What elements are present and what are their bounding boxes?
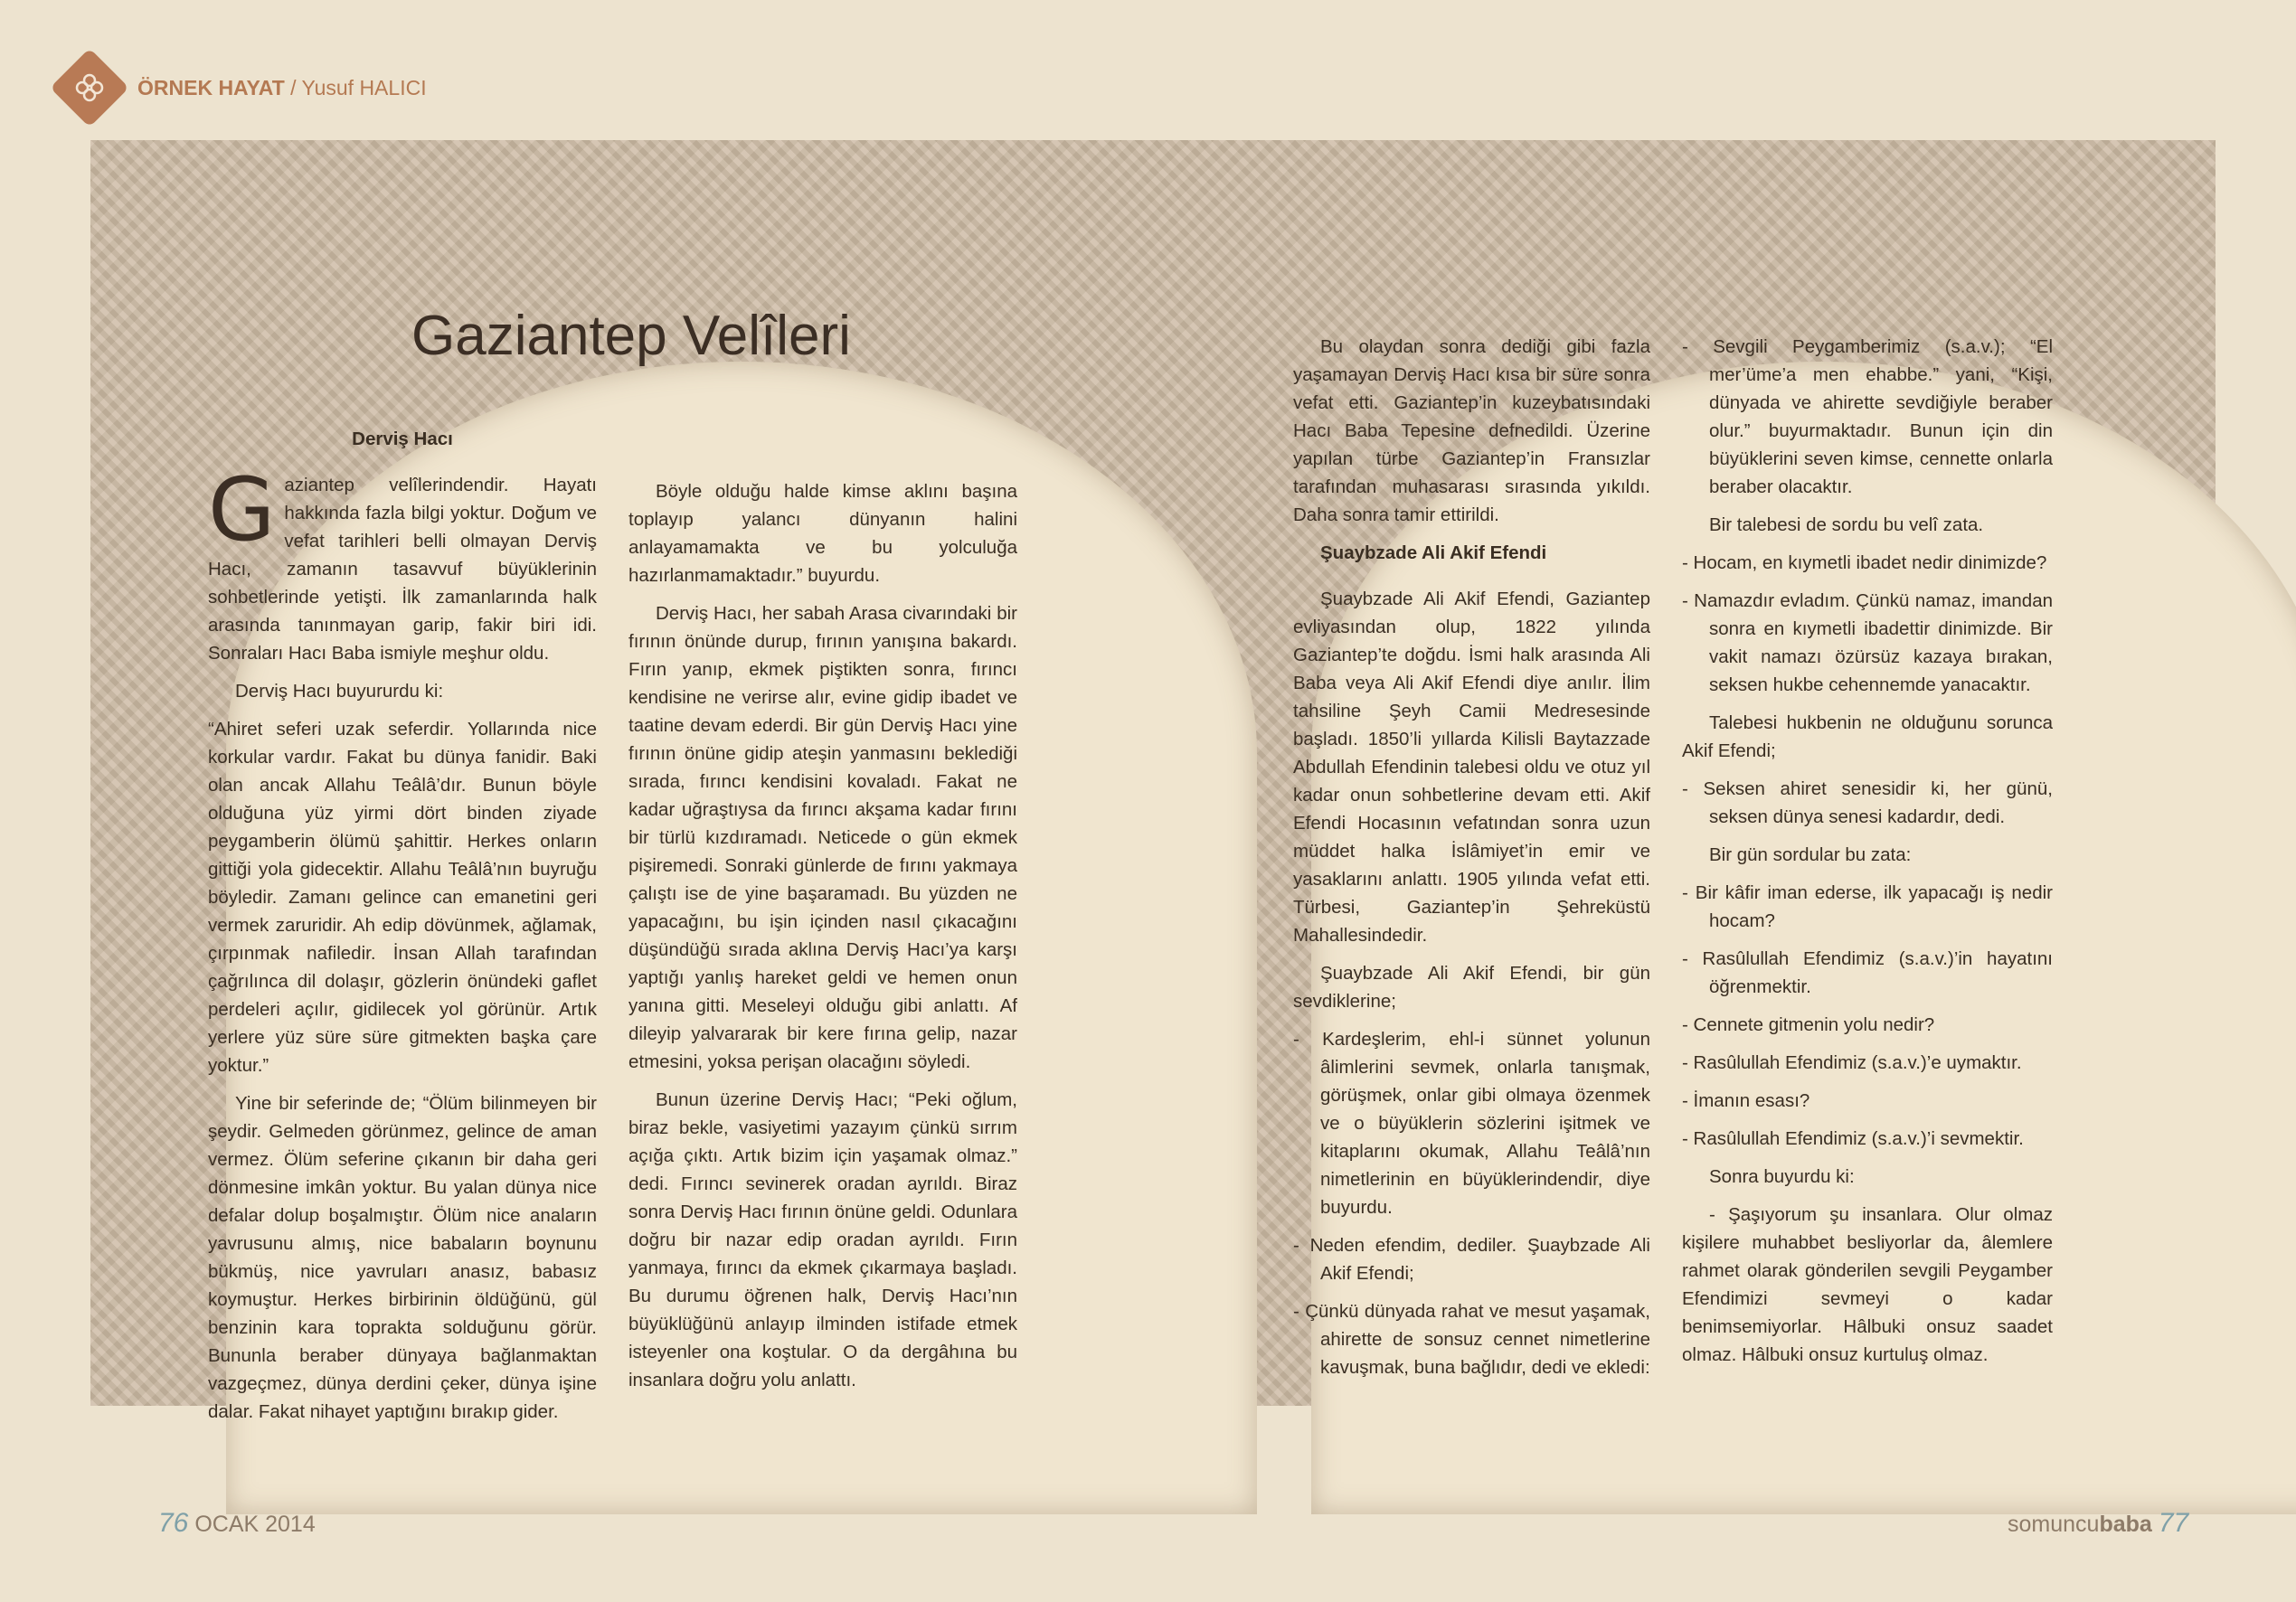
paragraph: - Rasûlullah Efendimiz (s.a.v.)’i sevmektir. bbox=[1682, 1128, 2024, 1149]
dialogue-line: - Çünkü dünyada rahat ve mesut yaşamak, ahirette de sonsuz cennet nimetlerine kavuşmak, buna bağlıdır, dedi ve ekledi: bbox=[1293, 1301, 1650, 1378]
paragraph: Derviş Hacı, her sabah Arasa civarındaki bir fırının önünde durup, fırının yanışına bakardı. Fırın yanıp, ekmek piştikten sonra, fırıncı kendisine ne verirse alır, evine gidip ibadet ve taatine devam ederdi. Bir gün Derviş Hacı yine fırının önüne gidip ateşin yanmasını beklediği sırada, fırıncı kendisini kovaladı. Fakat ne kadar uğraştıysa da fırıncı akşama kadar fırını bir türlü kızdıramadı. Neticede o gün ekmek pişiremedi. Sonraki günlerde de fırını yakmaya çalıştı ise de yine başaramadı. Bu yüzden ne yapacağını, bu işin içinden nasıl çıkacağını düşündüğü sırada aklına Derviş Hacı’ya karşı yaptığı yanlış hareket geldi ve hemen onun yanına gitti. Meseleyi olduğu gibi anlattı. Af dileyip yalvararak bir kere fırına gelip, nazar etmesini, yoksa perişan olacağını söyledi. bbox=[628, 603, 1017, 1072]
section-label bbox=[137, 76, 427, 100]
page-number-left: 76 bbox=[158, 1508, 189, 1538]
dialogue-line: - Cennete gitmenin yolu nedir? bbox=[1682, 1014, 1935, 1035]
brand-bold: baba bbox=[2099, 1512, 2152, 1537]
dialogue-line: - İmanın esası? bbox=[1682, 1090, 1810, 1111]
paragraph: Sonra buyurdu ki: bbox=[1709, 1166, 1855, 1187]
paragraph: - Şaşıyorum şu insanlara. Olur olmaz kişilere muhabbet besliyorlar da, âlemlere rahmet olarak gönderilen sevgili Peygamber Efendimizi sevmeyi o kadar benimsemiyorlar. Hâlbuki onsuz saadet olmaz. Hâlbuki onsuz kurtuluş olmaz. bbox=[1682, 1204, 2053, 1365]
dialogue-line: - Bir kâfir iman ederse, ilk yapacağı iş nedir hocam? bbox=[1682, 882, 2053, 931]
paragraph: Yine bir seferinde de; “Ölüm bilinmeyen bir şeydir. Gelmeden görünmez, gelince de aman vermez. Ölüm seferine çıkanın bir daha geri dönmesine imkân yoktur. Bu yalan dünya nice defalar dolup boşalmıştır. Ölüm nice anaların yavrusunu almış, nice babaların boynunu bükmüş, nice yavruları anasız, babasız koymuştur. Herkes birbirinin öldüğünü, gül benzinin kara toprakta solduğunu görür. Bununla beraber dünyaya bağlanmaktan vazgeçmez, dünya derdini çeker, dünya işine dalar. Fakat nihayet yaptığını bırakıp gider. bbox=[208, 1093, 597, 1422]
dialogue-line: - Seksen ahiret senesidir ki, her günü, seksen dünya senesi kadardır, dedi. bbox=[1682, 778, 2053, 827]
paragraph: Bir gün sordular bu zata: bbox=[1709, 844, 1912, 865]
paragraph bbox=[208, 459, 597, 667]
dialogue-line: - Sevgili Peygamberimiz (s.a.v.); “El mer’üme’a men ehabbe.” yani, “Kişi, dünyada ve ahirette sevdiğiyle beraber olur.” buyurmaktadır. Bunun için din büyüklerini seven kimse, cennette onlarla beraber olacaktır. bbox=[1682, 336, 2053, 497]
footer-left bbox=[158, 1508, 316, 1539]
paragraph: Şuaybzade Ali Akif Efendi, bir gün sevdiklerine; bbox=[1293, 963, 1650, 1012]
paragraph: Bu olaydan sonra dediği gibi fazla yaşamayan Derviş Hacı kısa bir süre sonra vefat etti. Gaziantep’in kuzeybatısındaki Hacı Baba Tepesine defnedildi. Üzerine yapılan türbe Gaziantep’in Fransızlar tarafından muhasarası sırasında yıkıldı. Daha sonra tamir ettirildi. bbox=[1293, 336, 1650, 525]
dialogue-line: - Namazdır evladım. Çünkü namaz, imandan sonra en kıymetli ibadettir dinimizde. Bir vakit namazı özürsüz kazaya bırakan, seksen hukbe cehennemde yanacaktır. bbox=[1682, 590, 2053, 695]
paragraph: Derviş Hacı buyururdu ki: bbox=[235, 681, 444, 702]
dialogue-line: - Rasûlullah Efendimiz (s.a.v.)’e uymaktır. bbox=[1682, 1052, 2022, 1073]
column-2 bbox=[628, 477, 1017, 1404]
paragraph: Bir talebesi de sordu bu velî zata. bbox=[1709, 514, 1984, 535]
page-number-right: 77 bbox=[2158, 1508, 2189, 1538]
magazine-brand bbox=[2008, 1512, 2152, 1537]
ornament-logo-icon bbox=[50, 48, 129, 127]
brand-light: somuncu bbox=[2008, 1512, 2100, 1537]
column-1 bbox=[208, 425, 597, 1436]
article-title: Gaziantep Velîleri bbox=[411, 305, 851, 367]
dialogue-line: - Neden efendim, dediler. Şuaybzade Ali Akif Efendi; bbox=[1293, 1235, 1650, 1284]
paragraph: Şuaybzade Ali Akif Efendi, Gaziantep evliyasından olup, 1822 yılında Gaziantep’te doğdu. İsmi halk arasında Ali Baba veya Ali Akif Efendi diye anılır. İlim tahsiline Şeyh Camii Medresesinde başladı. 1850’li yıllarda Kilisli Baytazzade Abdullah Efendinin talebesi oldu ve otuz yıl kadar onun sohbetlerine devam etti. Akif Efendi Hocasının vefatından sonra uzun müddet halka İslâmiyet’in emir ve yasaklarını anlattı. 1905 yılında vefat etti. Türbesi, Gaziantep’in Şehreküstü Mahallesindedir. bbox=[1293, 589, 1650, 946]
column-3 bbox=[1293, 333, 1650, 1391]
issue-date: OCAK 2014 bbox=[194, 1512, 316, 1537]
page-header bbox=[61, 60, 427, 116]
dialogue-line: - Hocam, en kıymetli ibadet nedir dinimizde? bbox=[1682, 552, 2047, 573]
column-4 bbox=[1682, 333, 2053, 1379]
footer-right bbox=[2008, 1508, 2188, 1539]
dialogue-line: - Kardeşlerim, ehl-i sünnet yolunun âlimlerini sevmek, onlarla tanışmak, görüşmek, onlar gibi olmaya özenmek ve o büyüklerin sözlerini işitmek ve kitaplarını okumak, Allahu Teâlâ’nın nimetlerinin en büyüklerindendir, diye buyurdu. bbox=[1293, 1029, 1650, 1218]
section-name: ÖRNEK HAYAT bbox=[137, 75, 285, 99]
paragraph: “Ahiret seferi uzak seferdir. Yollarında nice korkular vardır. Fakat bu dünya fanidir. Baki olan ancak Allahu Teâlâ’dır. Bunun böyle olduğuna yüz yirmi dört binden ziyade peygamberin ölümü şahittir. Herkes onların gittiği yola gidecektir. Allahu Teâlâ’nın buyruğu böyledir. Zamanı gelince can emanetini geri vermek zaruridir. Ah edip dövünmek, ağlamak, çırpınmak nafiledir. İnsan Allah tarafından çağrılınca dil dolaşır, gözlerin önündeki gaflet perdeleri açılır, gidilecek yol görünür. Artık yerlere yüz süre süre gitmekten başka çare yoktur.” bbox=[208, 719, 597, 1076]
paragraph: Bunun üzerine Derviş Hacı; “Peki oğlum, biraz bekle, vasiyetimi yazayım çünkü sırrım açığa çıktı. Artık bizim için yaşamak olmaz.” dedi. Fırıncı sevinerek oradan ayrıldı. Biraz sonra Derviş Hacı fırının önüne geldi. Odunlara doğru bir nazar edip oradan ayrıldı. Fırın yanmaya, fırıncı da ekmek çıkarmaya başladı. Bu durumu öğrenen halk, Derviş Hacı’nın büyüklüğünü anlayıp ilminden istifade etmek isteyenler ona koştular. O da dergâhına bu insanlara doğru yolu anlattı. bbox=[628, 1089, 1017, 1390]
author-name: Yusuf HALICI bbox=[301, 75, 427, 99]
dialogue-line: - Rasûlullah Efendimiz (s.a.v.)’in hayatını öğrenmektir. bbox=[1682, 948, 2053, 997]
paragraph: Böyle olduğu halde kimse aklını başına toplayıp yalancı dünyanın halini anlayamamakta ve bu yolculuğa hazırlanmamaktadır.” buyurdu. bbox=[628, 481, 1017, 586]
paragraph-text: aziantep velîlerindendir. Hayatı hakkında fazla bilgi yoktur. Doğum ve vefat tarihleri belli olmayan Derviş Hacı, zamanın tasavvuf büyüklerinin sohbetlerinde yetişti. İlk zamanlarında halk arasında tanınmayan garip, fakir biri idi. Sonraları Hacı Baba ismiyle meşhur oldu. bbox=[208, 475, 597, 664]
drop-cap: G bbox=[208, 459, 276, 561]
section-heading-dervis-haci: Derviş Hacı bbox=[352, 429, 453, 449]
section-heading-suaybzade: Şuaybzade Ali Akif Efendi bbox=[1320, 542, 1547, 563]
header-separator: / bbox=[284, 75, 302, 99]
paragraph: Talebesi hukbenin ne olduğunu sorunca Akif Efendi; bbox=[1682, 712, 2053, 761]
